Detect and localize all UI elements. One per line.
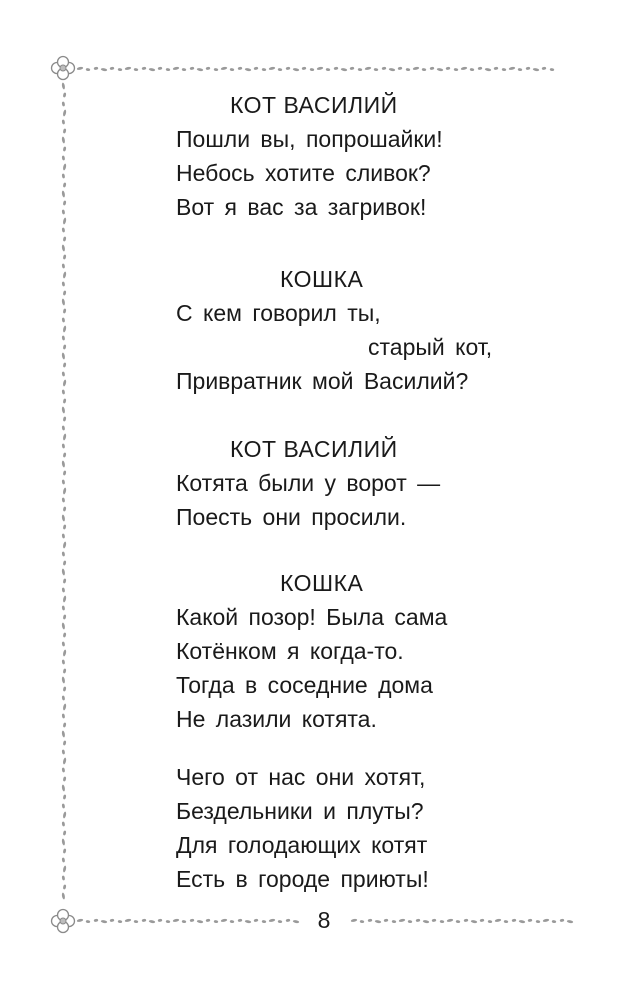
verse-line: Небось хотите сливок? — [176, 160, 431, 186]
verse-line: Поесть они просили. — [176, 504, 407, 530]
speaker-name: КОШКА — [280, 266, 364, 292]
verse-line: Не лазили котята. — [176, 706, 377, 732]
verse-line: Есть в городе приюты! — [176, 866, 429, 892]
verse-line: С кем говорил ты, — [176, 300, 381, 326]
dialogue-block-1 — [176, 88, 556, 224]
page-number: 8 — [317, 907, 331, 933]
verse-line: Тогда в соседние дома — [176, 672, 433, 698]
verse-line: Чего от нас они хотят, — [176, 764, 426, 790]
frame-top-border — [77, 66, 555, 71]
verse-stanza — [176, 760, 556, 896]
verse-line: Котята были у ворот — — [176, 470, 441, 496]
dialogue-block-2 — [176, 262, 556, 398]
frame-left-border — [61, 82, 66, 899]
verse-line: Для голодающих котят — [176, 832, 428, 858]
speaker-name: КОТ ВАСИЛИЙ — [230, 92, 398, 118]
verse-line: Котёнком я когда-то. — [176, 638, 404, 664]
flower-icon — [52, 910, 75, 933]
verse-line: старый кот, — [368, 334, 493, 360]
dialogue-block-4 — [176, 566, 556, 736]
verse-line: Вот я вас за загривок! — [176, 194, 427, 220]
flower-icon — [52, 57, 75, 80]
verse-line: Привратник мой Василий? — [176, 368, 469, 394]
verse-line: Какой позор! Была сама — [176, 604, 448, 630]
dialogue-block-3 — [176, 432, 556, 534]
verse-line: Бездельники и плуты? — [176, 798, 424, 824]
verse-line: Пошли вы, попрошайки! — [176, 126, 443, 152]
speaker-name: КОТ ВАСИЛИЙ — [230, 436, 398, 462]
speaker-name: КОШКА — [280, 570, 364, 596]
